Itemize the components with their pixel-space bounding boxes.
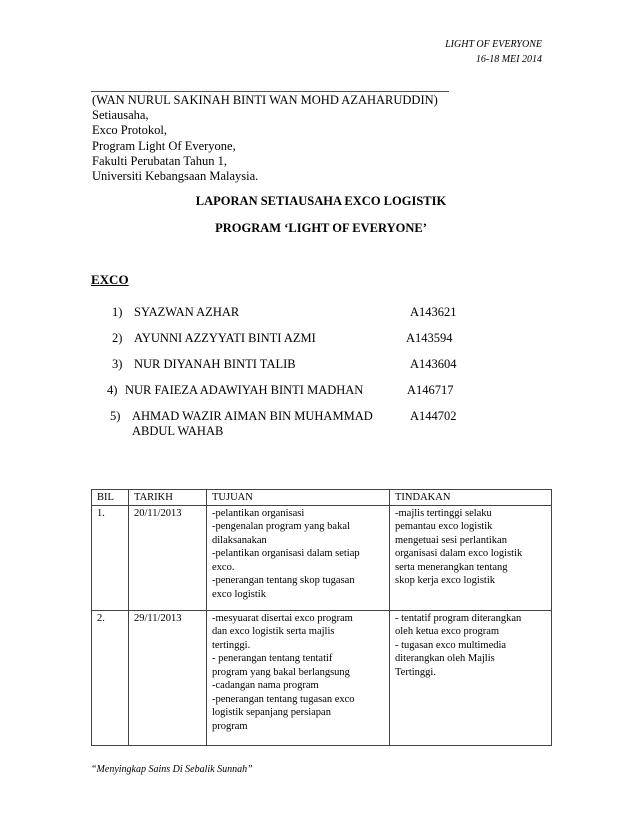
member-number: 1) [112,305,123,319]
tindakan-line: diterangkan oleh Majlis [395,653,495,664]
tindakan-line: pemantau exco logistik [395,521,493,532]
signatory-line: Exco Protokol, [92,123,167,138]
signatory-line: Fakulti Perubatan Tahun 1, [92,153,227,168]
cell-bil: 1. [92,505,129,610]
signatory-line: Setiausaha, [92,108,149,123]
signatory-block [92,93,438,184]
signatory-name: (WAN NURUL SAKINAH BINTI WAN MOHD AZAHARUDDIN) [92,93,438,107]
member-name: AYUNNI AZZYYATI BINTI AZMI [134,331,316,345]
member-row [107,383,363,398]
report-subtitle: PROGRAM ‘LIGHT OF EVERYONE’ [215,221,427,235]
member-number: 3) [112,357,123,371]
signatory-line: Program Light Of Everyone, [92,138,236,153]
tujuan-line: exco logistik [212,588,266,600]
column-header-bil: BIL [92,490,129,506]
signature-line [91,91,449,92]
table-header-row [92,490,552,506]
tindakan-line: - tugasan exco multimedia [395,639,507,651]
tindakan-line: organisasi dalam exco logistik [395,548,523,559]
member-id: A144702 [410,409,457,423]
member-id: A143604 [410,357,457,371]
exco-heading: EXCO [91,272,129,287]
member-row [110,409,373,439]
tujuan-line: tertinggi. [212,639,251,651]
page-header [445,37,542,67]
header-program: LIGHT OF EVERYONE [445,39,542,50]
member-number: 5) [110,409,121,423]
table-row [92,505,552,610]
tujuan-line: -cadangan nama program [212,680,319,691]
cell-tindakan [390,610,552,745]
member-name-continued: ABDUL WAHAB [132,424,224,438]
tujuan-line: logistik sepanjang persiapan [212,707,331,718]
member-name: NUR DIYANAH BINTI TALIB [134,357,296,371]
report-table [91,489,552,746]
table-row [92,610,552,745]
tujuan-line: -pengenalan program yang bakal [212,521,350,532]
cell-bil: 2. [92,610,129,745]
tujuan-line: -pelantikan organisasi [212,507,305,519]
tindakan-line: skop kerja exco logistik [395,575,496,586]
member-name: AHMAD WAZIR AIMAN BIN MUHAMMAD [132,409,373,423]
cell-tarikh: 20/11/2013 [129,505,207,610]
footer-tagline: “Menyingkap Sains Di Sebalik Sunnah” [91,764,253,775]
cell-tindakan [390,505,552,610]
member-id: A146717 [407,383,454,397]
member-name: SYAZWAN AZHAR [134,305,240,319]
header-date: 16-18 MEI 2014 [475,54,542,65]
member-row [112,331,316,346]
tindakan-line: -majlis tertinggi selaku [395,507,492,519]
tindakan-line: Tertinggi. [395,666,436,678]
tujuan-line: -mesyuarat disertai exco program [212,612,353,624]
signatory-line: Universiti Kebangsaan Malaysia. [92,169,259,184]
member-number: 2) [112,331,123,345]
tindakan-line: mengetuai sesi perlantikan [395,534,507,546]
column-header-tindakan: TINDAKAN [390,490,552,506]
member-row [112,305,239,320]
tujuan-line: - penerangan tentang tentatif [212,653,333,664]
tujuan-line: dan exco logistik serta majlis [212,626,335,637]
member-id: A143594 [406,331,453,345]
member-number: 4) [107,383,118,397]
tindakan-line: serta menerangkan tentang [395,561,508,573]
member-name: NUR FAIEZA ADAWIYAH BINTI MADHAN [125,383,364,397]
report-title: LAPORAN SETIAUSAHA EXCO LOGISTIK [195,194,447,208]
tujuan-line: dilaksanakan [212,534,267,546]
column-header-tujuan: TUJUAN [207,490,390,506]
tindakan-line: - tentatif program diterangkan [395,612,522,624]
column-header-tarikh: TARIKH [129,490,207,506]
tujuan-line: exco. [212,561,235,573]
cell-tujuan [207,610,390,745]
tujuan-line: -penerangan tentang skop tugasan [212,575,355,586]
tujuan-line: -penerangan tentang tugasan exco [212,693,355,705]
tujuan-line: -pelantikan organisasi dalam setiap [212,548,360,559]
tujuan-line: program [212,720,248,732]
cell-tujuan [207,505,390,610]
member-id: A143621 [410,305,457,319]
tindakan-line: oleh ketua exco program [395,626,500,637]
tujuan-line: program yang bakal berlangsung [212,666,350,678]
cell-tarikh: 29/11/2013 [129,610,207,745]
member-row [112,357,296,372]
